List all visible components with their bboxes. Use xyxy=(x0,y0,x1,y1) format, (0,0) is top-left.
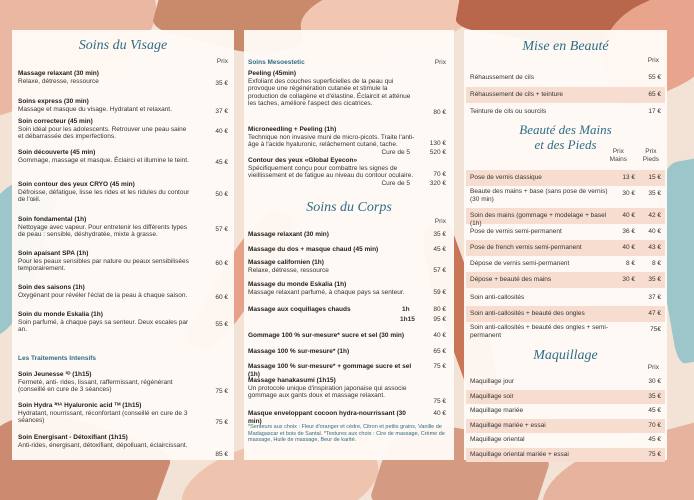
prix-header: Prix xyxy=(647,364,659,371)
item-desc: Exfoliant des couches superficielles de la peau qui provoque une régénération cutanée et stimule la production de collagène et d'élastine. Éclaircit et atténue les taches, améliore l'aspect des cicatrices. xyxy=(248,77,411,108)
item-name: Soin contour des yeux CRYO (45 min) xyxy=(18,181,135,188)
row-label: Teinture de cils ou sourcils xyxy=(470,108,547,115)
item-name: Massage 100 % sur-mesure* (1h) xyxy=(248,348,350,355)
visage-item xyxy=(18,70,193,85)
price-pieds: 47 € xyxy=(648,310,661,317)
prix-mains-header: Prix Mains xyxy=(609,148,627,163)
row-price: 30 € xyxy=(648,378,661,385)
visage-item xyxy=(18,98,193,113)
price-pieds: 8 € xyxy=(651,260,661,267)
item-desc: Gommage, massage et masque. Éclairci et illumine le teint. xyxy=(18,156,189,164)
item-price: 65 € xyxy=(433,348,446,355)
item-price: 55 € xyxy=(215,321,228,328)
item-price: 57 € xyxy=(433,267,446,274)
price-pieds: 75€ xyxy=(650,326,661,333)
cure-label: Cure de 5 xyxy=(381,180,410,187)
maquillage-title: Maquillage xyxy=(533,348,598,363)
visage-item xyxy=(18,216,193,239)
item-price: 40 € xyxy=(215,128,228,135)
mains-row xyxy=(466,170,665,186)
item-desc: Oxygénant pour révéler l'éclat de la peau à chaque saison. xyxy=(18,291,188,299)
item-desc: Massage et masque du visage. Hydratant et relaxant. xyxy=(18,105,172,113)
soins-visage-title: Soins du Visage xyxy=(78,38,168,53)
price-mains: 30 € xyxy=(622,276,635,283)
prix-header: Prix xyxy=(434,59,446,66)
corps-item xyxy=(248,259,420,274)
item-desc: Spécifiquement conçu pour combattre les signes de vieillissement et de fatigue au niveau du contour oculaire. xyxy=(248,164,414,180)
item-name: Soin découverte (45 min) xyxy=(18,149,96,156)
item-name: Microneedling + Peeling (1h) xyxy=(248,126,337,133)
prix-header: Prix xyxy=(647,57,659,64)
item-price: 45 € xyxy=(433,246,446,253)
item-desc: Soin parfumé, à chaque pays sa senteur. Deux escales par an. xyxy=(18,318,189,334)
price-mains: 40 € xyxy=(622,212,635,219)
corps-item xyxy=(248,377,420,400)
item-name: Massage 100 % sur-mesure* + gommage sucre et sel (1h) xyxy=(248,363,412,378)
item-price: 57 € xyxy=(215,226,228,233)
mains-title-line2: et des Pieds xyxy=(534,137,597,152)
item-desc: Hydratant, nourrissant, réconfortant (conseillé en cure de 3 séances) xyxy=(18,409,188,425)
intensif-item xyxy=(18,402,193,425)
price-pieds: 35 € xyxy=(648,190,661,197)
item-name: Soin Energisant - Détoxifiant (1h15) xyxy=(18,434,128,441)
row-label: Maquillage jour xyxy=(470,378,515,385)
beaute-row xyxy=(466,87,665,103)
maquillage-row xyxy=(466,404,665,418)
item-desc: Pour les peaux sensibles par nature ou peaux sensibilisées temporairement. xyxy=(18,257,189,273)
item-name: Massage du monde Eskalia (1h) xyxy=(248,281,347,288)
item-price: 60 € xyxy=(215,260,228,267)
intensif-item xyxy=(18,371,193,394)
mains-row xyxy=(466,224,665,240)
corps-item xyxy=(248,348,420,356)
item-price: 37 € xyxy=(215,108,228,115)
row-label: Réhaussement de cils + teinture xyxy=(470,91,564,98)
maquillage-row xyxy=(466,433,665,447)
item-name: Soin Hydra ³ᴴᴬ Hyaluronic acid ᵀᴹ (1h15) xyxy=(18,402,142,409)
intensif-item xyxy=(18,434,193,449)
soins-corps-title: Soins du Corps xyxy=(306,200,392,215)
mains-row xyxy=(466,306,665,322)
row-price: 55 € xyxy=(648,74,661,81)
soins-visage-panel xyxy=(12,30,234,460)
corps-item xyxy=(248,246,420,254)
item-name: Soins express (30 min) xyxy=(18,98,89,105)
item-name: Massage aux coquillages chauds xyxy=(248,306,351,313)
prix-pieds-header: Prix Pieds xyxy=(642,148,659,163)
item-price: 70 € xyxy=(433,171,446,178)
item-price: 80 € xyxy=(433,109,446,116)
row-label: Maquillage mariée xyxy=(470,407,524,414)
item-name: Massage californien (1h) xyxy=(248,259,324,266)
mesoestetic-title: Soins Mesoestetic xyxy=(248,59,305,66)
price-mains: 8 € xyxy=(625,260,635,267)
corps-item xyxy=(248,306,420,314)
senteurs-note: *Senteurs aux choix : Fleur d'oranger et cèdre, Citron et petits grains, Vanille de Madagascar et bois de Santal. *Textures aux choix : Cire de massage, Crème de massage, Huile de massage, Beur de karité. xyxy=(248,424,445,444)
mains-row xyxy=(466,256,665,272)
price-mains: 13 € xyxy=(622,174,635,181)
meso-item xyxy=(248,126,418,149)
corps-item xyxy=(248,281,420,296)
mains-row xyxy=(466,186,665,206)
mains-row xyxy=(466,240,665,256)
item-name: Masque enveloppant cocoon hydra-nourrissant (30 min) xyxy=(248,410,406,425)
item-desc: Relaxe, détresse, ressource xyxy=(248,266,329,274)
item-price: 130 € xyxy=(429,140,446,147)
item-desc: Relaxe, détresse, ressource xyxy=(18,77,99,85)
item-desc: Technique non invasive muni de micro-picots. Traite l'anti-âge à l'acide hyaluronic, relâchement cutané, tache. xyxy=(248,133,415,149)
row-label: Soin anti-callosités xyxy=(470,294,525,301)
item-desc: Défroisse, défatigue, lisse les rides et les ridules du contour de l'œil. xyxy=(18,188,190,204)
item-price: 75 € xyxy=(433,398,446,405)
item-price: 45 € xyxy=(215,159,228,166)
row-label: Dépose + beauté des mains xyxy=(470,276,552,283)
price-pieds: 43 € xyxy=(648,244,661,251)
prix-header: Prix xyxy=(216,58,228,65)
meso-item xyxy=(248,157,418,180)
item-price: 35 € xyxy=(215,80,228,87)
row-label: Maquillage oriental xyxy=(470,436,525,443)
item-price: 60 € xyxy=(215,294,228,301)
visage-item xyxy=(18,118,193,141)
mains-row xyxy=(466,272,665,288)
item-price: 85 € xyxy=(215,451,228,458)
price-pieds: 15 € xyxy=(648,174,661,181)
price-mains: 40 € xyxy=(622,244,635,251)
price-pieds: 42 € xyxy=(648,212,661,219)
row-label: Pose de vernis classique xyxy=(470,174,542,181)
corps-item xyxy=(248,332,420,340)
row-label: Dépose de vernis semi-permanent xyxy=(470,260,570,267)
item-price: 59 € xyxy=(433,289,446,296)
visage-item xyxy=(18,284,193,299)
item-name: Contour des yeux «Global Eyecon» xyxy=(248,157,358,164)
item-price: 40 € xyxy=(433,410,446,417)
item-name: Massage relaxant (30 min) xyxy=(18,70,99,77)
item-desc: Fermeté, anti- rides, lissant, raffermissant, régénérant (conseillé en cure de 3 séances) xyxy=(18,378,173,394)
row-label: Soin des mains (gommage + modelage + basel (1h) xyxy=(470,212,607,227)
maquillage-row xyxy=(466,390,665,404)
price-1h: 80 € xyxy=(433,306,446,313)
intensifs-title: Les Traitements Intensifs xyxy=(18,355,97,362)
item-price: 40 € xyxy=(433,332,446,339)
row-label: Soin anti-callosités + beauté des ongles + semi-permanent xyxy=(470,324,609,339)
maquillage-row xyxy=(466,375,665,389)
visage-item xyxy=(18,250,193,273)
visage-item xyxy=(18,149,193,164)
soins-corps-panel xyxy=(244,30,454,460)
beaute-row xyxy=(466,70,665,86)
row-price: 75 € xyxy=(648,450,661,458)
row-label: Maquillage oriental mariée + essai xyxy=(470,450,569,458)
maquillage-row xyxy=(466,419,665,433)
duration-1h: 1h xyxy=(402,306,410,313)
row-price: 35 € xyxy=(648,392,661,400)
row-label: Réhaussement de cils xyxy=(470,74,534,81)
beaute-row xyxy=(466,104,665,120)
item-price: 35 € xyxy=(433,231,446,238)
item-price: 75 € xyxy=(433,363,446,370)
item-name: Peeling (45min) xyxy=(248,70,297,77)
item-name: Gommage 100 % sur-mesure* sucre et sel (30 min) xyxy=(248,332,405,339)
price-1h15: 95 € xyxy=(433,316,446,323)
item-price: 75 € xyxy=(215,388,228,395)
row-label: Maquillage soir xyxy=(470,392,514,400)
row-price: 45 € xyxy=(648,436,661,443)
meso-item xyxy=(248,70,418,108)
item-name: Soin Jeunesse ³ᴰ (1h15) xyxy=(18,371,92,378)
cure-label: Cure de 5 xyxy=(381,149,410,156)
mains-row xyxy=(466,290,665,306)
item-desc: Anti-rides, énergisant, détoxifiant, dépolluant, éclaircissant. xyxy=(18,441,188,449)
mains-row xyxy=(466,322,665,342)
visage-item xyxy=(18,181,193,204)
row-label: Soin anti-callosités + beauté des ongles xyxy=(470,310,585,317)
mains-title-line1: Beauté des Mains xyxy=(519,122,612,137)
cure-price: 320 € xyxy=(429,180,446,187)
price-mains: 36 € xyxy=(622,228,635,235)
item-price: 50 € xyxy=(215,191,228,198)
item-desc: Nettoyage avec vapeur. Pour entretenir les différents types de peau : sensible, déshydratée, mixte à grasse. xyxy=(18,223,187,239)
price-pieds: 37 € xyxy=(648,294,661,301)
visage-item xyxy=(18,311,193,334)
item-desc: Soin idéal pour les adolescents. Retrouver une peau saine et débarrassée des imperfections. xyxy=(18,125,187,141)
item-name: Massage hanakasumi (1h15) xyxy=(248,377,336,384)
maquillage-row xyxy=(466,448,665,462)
row-label: Pose de french vernis semi-permanent xyxy=(470,244,582,251)
row-label: Pose de vernis semi-permanent xyxy=(470,228,562,235)
cure-price: 520 € xyxy=(429,149,446,156)
item-name: Soin fondamental (1h) xyxy=(18,216,87,223)
item-name: Soin correcteur (45 min) xyxy=(18,118,93,125)
price-pieds: 35 € xyxy=(648,276,661,283)
price-pieds: 40 € xyxy=(648,228,661,235)
item-name: Massage relaxant (30 min) xyxy=(248,231,329,238)
row-price: 17 € xyxy=(648,108,661,115)
row-price: 70 € xyxy=(648,421,661,429)
row-label: Beaute des mains + base (sans pose de vernis) (30 min) xyxy=(470,188,608,203)
corps-item xyxy=(248,363,420,378)
duration-1h15: 1h15 xyxy=(400,316,415,323)
item-name: Soin des saisons (1h) xyxy=(18,284,85,291)
item-desc: Massage relaxant parfumé, à chaque pays sa senteur. xyxy=(248,288,405,296)
mise-en-beaute-panel xyxy=(464,30,667,460)
item-desc: Un protocole unique d'inspiration japonaise qui associe gommage aux gants doux et massage relaxant. xyxy=(248,384,407,400)
corps-item xyxy=(248,410,420,425)
row-price: 45 € xyxy=(648,407,661,414)
corps-item xyxy=(248,231,420,239)
mise-en-beaute-title: Mise en Beauté xyxy=(522,39,609,54)
item-name: Soin apaisant SPA (1h) xyxy=(18,250,89,257)
row-price: 65 € xyxy=(648,91,661,98)
item-name: Massage du dos + masque chaud (45 min) xyxy=(248,246,379,253)
price-mains: 30 € xyxy=(622,190,635,197)
item-name: Soin du monde Eskalia (1h) xyxy=(18,311,103,318)
row-label: Maquillage mariée + essai xyxy=(470,421,546,429)
mains-row xyxy=(466,208,665,227)
prix-header: Prix xyxy=(434,218,446,225)
item-price: 75 € xyxy=(215,419,228,426)
